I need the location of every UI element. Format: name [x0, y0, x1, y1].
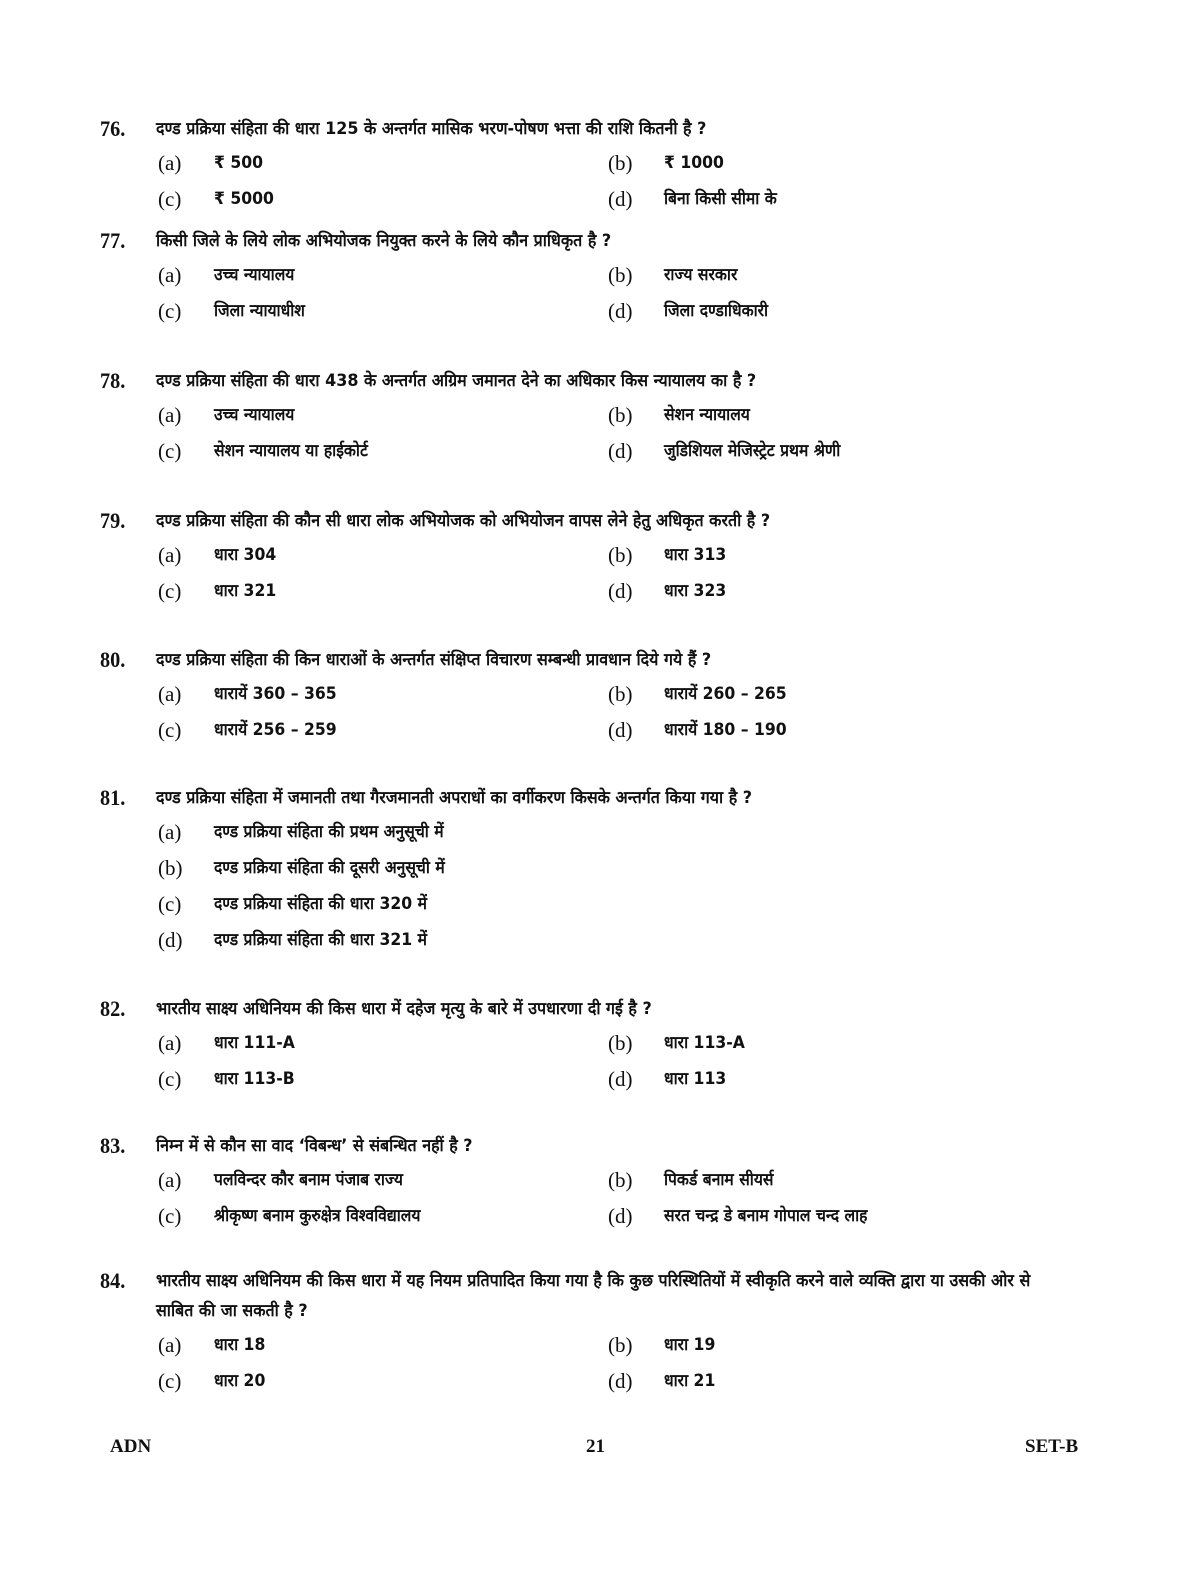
option-text: ₹ 500	[214, 153, 263, 173]
option-label: (c)	[158, 718, 182, 742]
option-label: (b)	[608, 1168, 633, 1192]
question-text: भारतीय साक्ष्य अधिनियम की किस धारा में यह नियम प्रतिपादित किया गया है कि कुछ परिस्थितियों में स्वीकृति करने वाले व्यक्ति द्वारा या उसकी ओर से साबित की जा सकती है ?	[156, 1271, 1031, 1321]
option-text: बिना किसी सीमा के	[664, 189, 777, 209]
options	[158, 679, 1100, 745]
options	[158, 540, 1100, 606]
option-d	[608, 184, 1058, 214]
question-number: 77.	[100, 228, 126, 253]
option-label: (c)	[158, 579, 182, 603]
option-a	[158, 1165, 608, 1195]
footer-code: ADN	[110, 1436, 152, 1457]
option-b	[608, 260, 1058, 290]
option-d	[608, 576, 1058, 606]
option-text: जुडिशियल मेजिस्ट्रेट प्रथम श्रेणी	[664, 441, 841, 461]
option-a	[158, 148, 608, 178]
question-82	[100, 994, 1100, 1094]
option-text: धारा 111-A	[214, 1033, 295, 1053]
set-label: SET-B	[1025, 1436, 1079, 1457]
question-77	[100, 226, 1100, 326]
option-label: (b)	[608, 151, 633, 175]
option-label: (c)	[158, 439, 182, 463]
option-text: धारा 113-B	[214, 1069, 295, 1089]
option-label: (d)	[608, 1204, 633, 1228]
option-text: धारा 19	[664, 1335, 716, 1355]
option-text: ₹ 1000	[664, 153, 724, 173]
option-b	[608, 540, 1058, 570]
option-b	[608, 148, 1058, 178]
option-text: धारा 20	[214, 1371, 266, 1391]
option-d	[608, 1064, 1058, 1094]
option-a	[158, 1330, 608, 1360]
option-c	[158, 715, 608, 745]
option-d	[608, 715, 1058, 745]
option-text: दण्ड प्रक्रिया संहिता की प्रथम अनुसूची में	[214, 822, 444, 842]
option-text: धारायें 360 – 365	[214, 684, 337, 704]
question-number: 79.	[100, 508, 126, 533]
question-79	[100, 506, 1100, 606]
option-label: (c)	[158, 1369, 182, 1393]
question-81	[100, 783, 1100, 955]
question-84	[100, 1266, 1100, 1396]
option-text: धारा 18	[214, 1335, 266, 1355]
option-a	[158, 679, 608, 709]
option-d	[158, 925, 1058, 955]
question-text: भारतीय साक्ष्य अधिनियम की किस धारा में दहेज मृत्यु के बारे में उपधारणा दी गई है ?	[156, 999, 652, 1019]
option-text: धारा 113	[664, 1069, 727, 1089]
option-c	[158, 436, 608, 466]
option-label: (b)	[608, 403, 633, 427]
option-label: (b)	[608, 543, 633, 567]
option-text: सेशन न्यायालय या हाईकोर्ट	[214, 441, 368, 461]
option-a	[158, 400, 608, 430]
option-b	[608, 400, 1058, 430]
option-a	[158, 817, 1058, 847]
option-d	[608, 436, 1058, 466]
question-76	[100, 114, 1100, 214]
option-text: दण्ड प्रक्रिया संहिता की दूसरी अनुसूची में	[214, 858, 445, 878]
options	[158, 400, 1100, 466]
option-b	[608, 679, 1058, 709]
option-text: सेशन न्यायालय	[664, 405, 750, 425]
option-d	[608, 296, 1058, 326]
question-78	[100, 366, 1100, 466]
option-d	[608, 1366, 1058, 1396]
option-d	[608, 1201, 1058, 1231]
option-c	[158, 296, 608, 326]
option-a	[158, 260, 608, 290]
option-b	[608, 1165, 1058, 1195]
option-text: ₹ 5000	[214, 189, 274, 209]
option-text: दण्ड प्रक्रिया संहिता की धारा 320 में	[214, 894, 427, 914]
question-number: 78.	[100, 368, 126, 393]
option-text: धारा 313	[664, 545, 727, 565]
option-label: (d)	[608, 439, 633, 463]
option-label: (a)	[158, 1031, 182, 1055]
option-text: पलविन्दर कौर बनाम पंजाब राज्य	[214, 1170, 403, 1190]
question-number: 80.	[100, 647, 126, 672]
question-number: 76.	[100, 116, 126, 141]
question-80	[100, 645, 1100, 745]
option-text: धारायें 260 – 265	[664, 684, 787, 704]
option-c	[158, 889, 1058, 919]
option-b	[608, 1330, 1058, 1360]
option-text: पिकर्ड बनाम सीयर्स	[664, 1170, 774, 1190]
option-text: श्रीकृष्ण बनाम कुरुक्षेत्र विश्वविद्यालय	[214, 1206, 421, 1226]
option-label: (a)	[158, 403, 182, 427]
question-83	[100, 1131, 1100, 1231]
option-text: धारायें 180 – 190	[664, 720, 787, 740]
option-a	[158, 1028, 608, 1058]
option-text: जिला न्यायाधीश	[214, 301, 305, 321]
question-text: दण्ड प्रक्रिया संहिता की धारा 125 के अन्तर्गत मासिक भरण-पोषण भत्ता की राशि कितनी है ?	[156, 119, 707, 139]
option-label: (c)	[158, 187, 182, 211]
option-label: (c)	[158, 1067, 182, 1091]
option-label: (a)	[158, 263, 182, 287]
option-label: (b)	[608, 1031, 633, 1055]
option-label: (a)	[158, 151, 182, 175]
option-label: (d)	[608, 187, 633, 211]
option-label: (d)	[608, 299, 633, 323]
options	[158, 148, 1100, 214]
option-label: (a)	[158, 820, 182, 844]
option-label: (c)	[158, 299, 182, 323]
option-text: धारायें 256 – 259	[214, 720, 337, 740]
option-label: (a)	[158, 543, 182, 567]
option-label: (c)	[158, 1204, 182, 1228]
option-b	[158, 853, 1058, 883]
question-number: 84.	[100, 1268, 126, 1293]
option-text: धारा 21	[664, 1371, 716, 1391]
option-label: (d)	[608, 1369, 633, 1393]
options	[158, 1165, 1100, 1231]
option-a	[158, 540, 608, 570]
option-text: दण्ड प्रक्रिया संहिता की धारा 321 में	[214, 930, 427, 950]
option-label: (a)	[158, 1333, 182, 1357]
options	[158, 1028, 1100, 1094]
options	[158, 817, 1100, 955]
question-text: दण्ड प्रक्रिया संहिता में जमानती तथा गैरजमानती अपराधों का वर्गीकरण किसके अन्तर्गत किया गया है ?	[156, 788, 753, 808]
option-text: उच्च न्यायालय	[214, 265, 295, 285]
option-label: (c)	[158, 892, 182, 916]
option-label: (b)	[158, 856, 183, 880]
option-text: धारा 304	[214, 545, 277, 565]
question-number: 81.	[100, 785, 126, 810]
option-c	[158, 576, 608, 606]
option-label: (b)	[608, 682, 633, 706]
option-label: (d)	[158, 928, 183, 952]
option-c	[158, 184, 608, 214]
options	[158, 260, 1100, 326]
question-number: 83.	[100, 1133, 126, 1158]
option-text: राज्य सरकार	[664, 265, 738, 285]
option-b	[608, 1028, 1058, 1058]
option-text: जिला दण्डाधिकारी	[664, 301, 769, 321]
options	[158, 1330, 1100, 1396]
option-text: धारा 321	[214, 581, 277, 601]
option-text: उच्च न्यायालय	[214, 405, 295, 425]
question-number: 82.	[100, 996, 126, 1021]
question-text: निम्न में से कौन सा वाद ‘विबन्ध’ से संबन्धित नहीं है ?	[156, 1136, 473, 1156]
question-text: किसी जिले के लिये लोक अभियोजक नियुक्त करने के लिये कौन प्राधिकृत है ?	[156, 231, 612, 251]
option-label: (a)	[158, 1168, 182, 1192]
option-c	[158, 1064, 608, 1094]
option-text: धारा 323	[664, 581, 727, 601]
question-text: दण्ड प्रक्रिया संहिता की धारा 438 के अन्तर्गत अग्रिम जमानत देने का अधिकार किस न्यायालय का है ?	[156, 371, 757, 391]
option-label: (b)	[608, 263, 633, 287]
option-label: (d)	[608, 579, 633, 603]
option-text: धारा 113-A	[664, 1033, 745, 1053]
question-text: दण्ड प्रक्रिया संहिता की कौन सी धारा लोक अभियोजक को अभियोजन वापस लेने हेतु अधिकृत करती है ?	[156, 511, 771, 531]
page-number: 21	[586, 1436, 605, 1457]
question-text: दण्ड प्रक्रिया संहिता की किन धाराओं के अन्तर्गत संक्षिप्त विचारण सम्बन्धी प्रावधान दिये गये हैं ?	[156, 650, 712, 670]
option-label: (d)	[608, 718, 633, 742]
option-label: (d)	[608, 1067, 633, 1091]
option-label: (b)	[608, 1333, 633, 1357]
option-c	[158, 1201, 608, 1231]
option-label: (a)	[158, 682, 182, 706]
option-text: सरत चन्द्र डे बनाम गोपाल चन्द लाह	[664, 1206, 868, 1226]
option-c	[158, 1366, 608, 1396]
